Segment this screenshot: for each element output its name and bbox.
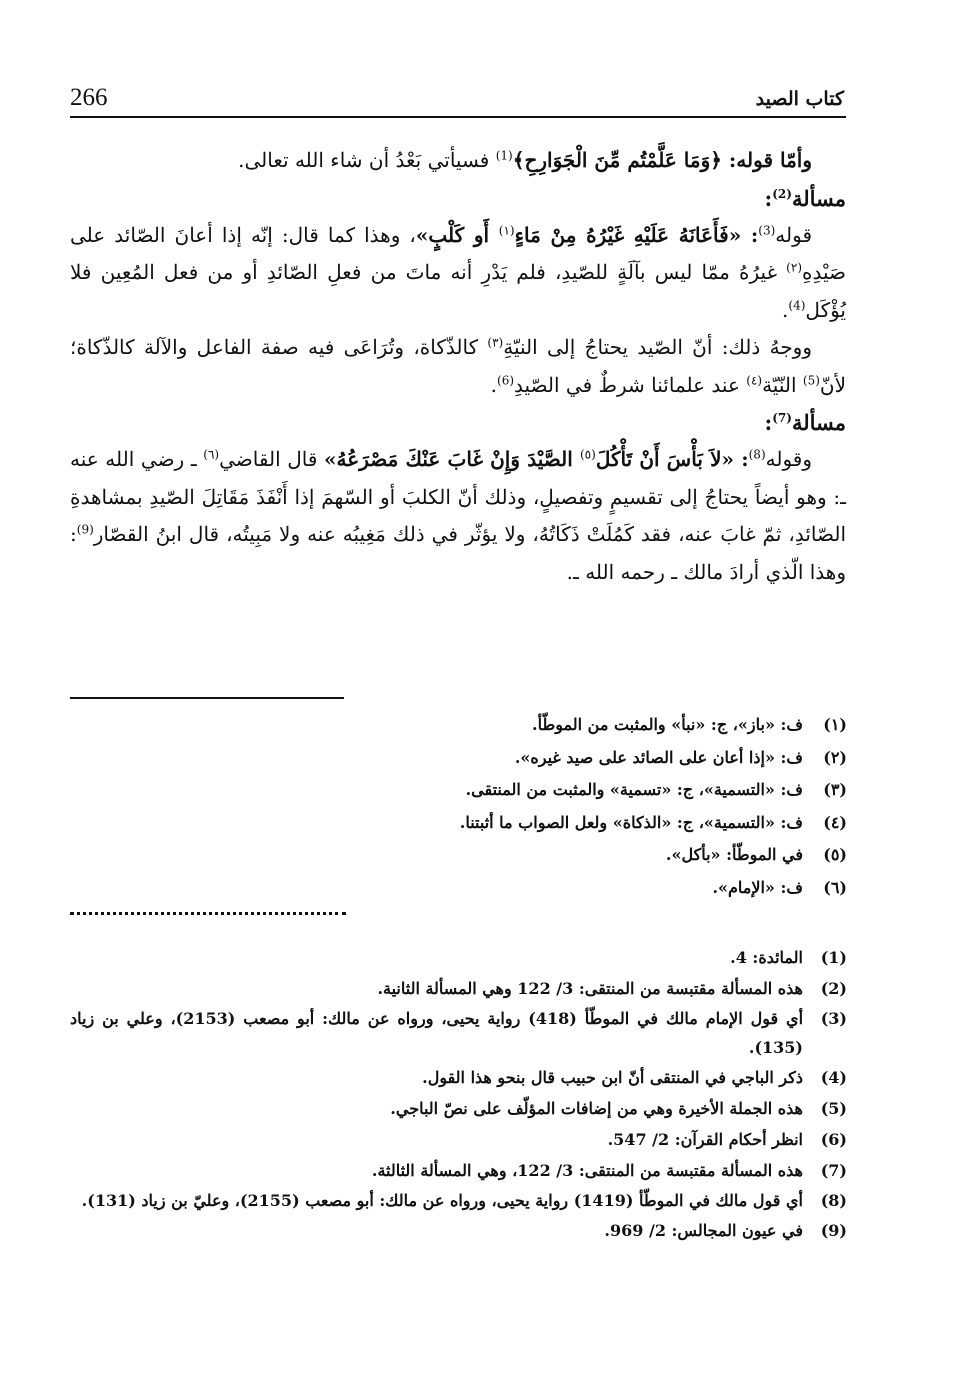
note-number: (٣): [823, 780, 847, 800]
text-run: : وهذا الّذي أرادَ مالك ـ رحمه الله ـ.: [70, 522, 846, 584]
variant-ref[interactable]: (١): [498, 222, 515, 237]
note-text: أي قول مالك في الموطّأ (1419) رواية يحيى، ورواه عن مالك: أبو مصعب (2155)، وعليّ بن زياد (131).: [81, 1191, 803, 1210]
variant-ref[interactable]: (٦): [203, 447, 220, 462]
variant-note: [327, 872, 847, 905]
text-run: قوله: [775, 222, 813, 247]
note-text: انظر أحكام القرآن: 2/ 547.: [607, 1130, 803, 1149]
text-run: .: [490, 372, 498, 397]
variant-note: [327, 839, 847, 872]
note-number: (٦): [823, 877, 847, 897]
footnote: [70, 1093, 847, 1124]
heading-label: مسألة: [791, 410, 846, 435]
variant-note: [327, 709, 847, 742]
note-text: ف: «التسمية»، ج: «الذكاة» ولعل الصواب ما أثبتنا.: [459, 812, 803, 832]
note-text: ف: «إذا أعان على الصائد على صيد غيره».: [514, 747, 803, 767]
variant-note: [327, 774, 847, 807]
running-header: [70, 82, 846, 118]
footnote-ref[interactable]: (4): [788, 297, 806, 312]
note-number: (١): [823, 715, 847, 734]
footnotes: [70, 942, 847, 1246]
footnote-ref[interactable]: (3): [758, 222, 776, 237]
text-run: وأمّا قوله:: [721, 148, 812, 172]
footnote-ref[interactable]: (9): [76, 522, 94, 537]
note-text: هذه المسألة مقتبسة من المنتقى: 3/ 122، وهي المسألة الثالثة.: [371, 1161, 803, 1180]
note-number: (٥): [823, 845, 847, 865]
heading-colon: :: [764, 410, 773, 435]
text-run: ، وهذا كما قال: إنّه إذا أعانَ الصّائد على صَيْدِهِ: [70, 222, 846, 284]
variant-ref[interactable]: (٥): [579, 447, 596, 462]
note-number: (3): [820, 1009, 847, 1028]
text-run: كالذّكاة، وتُرَاعَى فيه صفة الفاعل والآلة كالذّكاة؛ لأنّ: [70, 335, 846, 397]
footnote: [70, 942, 847, 973]
note-text: ذكر الباجي في المنتقى أنّ ابن حبيب قال بنحو هذا القول.: [422, 1068, 803, 1087]
heading-colon: :: [764, 185, 773, 211]
note-number: (5): [820, 1099, 847, 1118]
note-number: (4): [820, 1068, 847, 1087]
text-run: ووجهُ ذلك: أنّ الصّيد يحتاجُ إلى النيّةِ: [503, 335, 812, 359]
page: [70, 82, 846, 591]
footnote: [70, 1186, 847, 1215]
footnote: [70, 1215, 847, 1246]
paragraph-1: [70, 142, 846, 180]
variant-note: [327, 807, 847, 840]
note-text: في الموطّأ: «بأكل».: [665, 845, 803, 865]
note-number: (8): [820, 1191, 847, 1210]
note-number: (2): [820, 979, 847, 998]
hadith-quote: الصَّيْدَ وَإِنْ غَابَ عَنْكَ مَصْرَعُهُ»: [324, 447, 580, 471]
section-heading-2: [70, 404, 846, 441]
quran-verse: ﴿وَمَا عَلَّمْتُم مِّنَ الْجَوَارِحِ﴾: [512, 148, 722, 172]
paragraph-2: [70, 217, 846, 330]
footnote: [70, 1062, 847, 1093]
text-run: ـ رضي الله عنه ـ: وهو أيضاً يحتاجُ إلى تقسيمٍ وتفصيلٍ، وذلك أنّ الكلبَ أو السّهمَ إذا أَنْفَذَ مَقَاتِلَ الصّيدِ بمشاهدةِ الصّائدِ، ثمّ غابَ عنه، فقد كَمُلَتْ ذَكَاتُهُ، ولا يؤثّر في ذلك مَغِيبُه عنه ولا مَبِيتُه، قال ابنُ القصّار: [70, 447, 846, 546]
footnote: [70, 1124, 847, 1155]
note-number: (٤): [823, 812, 847, 832]
text-run: غيرُهُ ممّا ليس بآلَةٍ للصّيدِ، فلم يَدْرِ أنه ماتَ من فعلِ الصّائدِ أو من فعل المُعِين فلا يُؤْكَل: [70, 260, 846, 322]
variant-ref[interactable]: (٢): [786, 260, 802, 275]
note-text: ف: «التسمية»، ج: «تسمية» والمثبت من المنتقى.: [465, 780, 803, 800]
note-text: ف: «الإمام».: [712, 877, 803, 897]
running-title: كتاب الصيد: [755, 88, 844, 110]
note-number: (1): [820, 948, 847, 967]
page-number: 266: [70, 84, 108, 111]
text-run: وقوله: [765, 447, 812, 471]
note-number: (٢): [823, 747, 847, 767]
footnote-ref[interactable]: (7): [772, 411, 792, 425]
footnote: [70, 1155, 847, 1186]
footnote-ref[interactable]: (2): [772, 186, 792, 201]
note-text: ف: «باز»، ج: «نبأ» والمثبت من الموطّأ.: [532, 715, 803, 734]
footnote-divider: [70, 697, 344, 699]
text-run: النّيّة: [762, 372, 803, 397]
footnote: [70, 1004, 847, 1062]
variant-notes: [327, 709, 847, 905]
footnote-ref[interactable]: (8): [748, 447, 766, 462]
note-text: هذه المسألة مقتبسة من المنتقى: 3/ 122 وهي المسألة الثانية.: [377, 979, 803, 998]
variant-ref[interactable]: (٤): [746, 372, 763, 387]
hadith-quote: : «فَأَعَانَهُ عَلَيْهِ غَيْرُهُ مِنْ مَاءٍ: [514, 222, 759, 247]
note-number: (9): [820, 1221, 847, 1240]
heading-label: مسألة: [791, 185, 846, 211]
footnote-ref[interactable]: (1): [495, 148, 513, 163]
note-text: في عيون المجالس: 2/ 969.: [604, 1221, 803, 1240]
note-text: أي قول الإمام مالك في الموطّأ (418) رواية يحيى، ورواه عن مالك: أبو مصعب (2153)، وعلي بن زياد (135).: [70, 1009, 804, 1057]
text-run: عند علمائنا شرطٌ في الصّيدِ: [514, 372, 747, 397]
variant-note: [327, 742, 847, 775]
text-run: فسيأتي بَعْدُ أن شاء الله تعالى.: [238, 148, 496, 172]
footnote-ref[interactable]: (6): [497, 372, 515, 387]
dotted-separator: [70, 912, 346, 915]
text-run: .: [782, 297, 789, 322]
main-text: [70, 142, 846, 591]
note-number: (7): [820, 1161, 847, 1180]
paragraph-3: [70, 329, 846, 404]
note-number: (6): [820, 1130, 847, 1149]
footnote: [70, 973, 847, 1004]
text-run: قال القاضي: [219, 447, 325, 471]
footnote-ref[interactable]: (5): [802, 372, 820, 387]
note-text: المائدة: 4.: [730, 948, 803, 967]
section-heading-1: [70, 180, 846, 217]
note-text: هذه الجملة الأخيرة وهي من إضافات المؤلّف على نصّ الباجي.: [390, 1099, 803, 1118]
variant-ref[interactable]: (٣): [487, 335, 504, 350]
hadith-quote: : «لاَ بَأْسَ أَنْ تَأْكُلَ: [595, 447, 749, 471]
hadith-quote: أَو كَلْبٍ»: [415, 222, 499, 247]
paragraph-4: [70, 441, 846, 591]
